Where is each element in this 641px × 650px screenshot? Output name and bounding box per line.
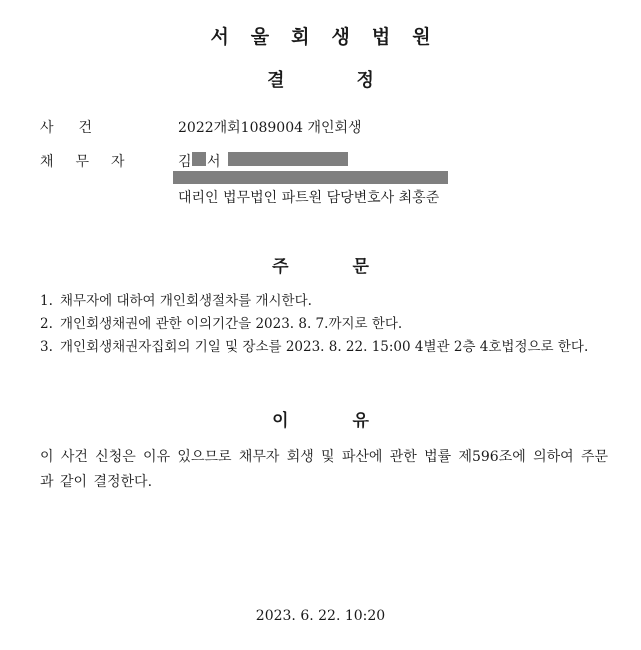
redaction-box: [192, 152, 206, 166]
reason-title: 이유: [272, 411, 433, 431]
case-label: 사건: [40, 120, 118, 136]
order-item-number: 3.: [40, 339, 53, 355]
decision-date: 2023. 6. 22. 10:20: [255, 608, 386, 624]
order-item-number: 2.: [40, 316, 53, 332]
order-item: [40, 336, 612, 359]
reason-text: 이 사건 신청은 이유 있으므로 채무자 회생 및 파산에 관한 법률 제596조에 의하여 주문과 같이 결정한다.: [40, 449, 608, 490]
court-name: 서울회생법원: [210, 26, 453, 48]
order-item-text: 채무자에 대하여 개인회생절차를 개시한다.: [60, 293, 312, 309]
redaction-box: [228, 152, 348, 166]
redaction-box: [173, 171, 448, 184]
document-type: 결정: [267, 70, 446, 91]
debtor-name-first: 김: [178, 154, 192, 170]
order-item: [40, 290, 612, 313]
order-item-text: 개인회생채권에 관한 이의기간을 2023. 8. 7.까지로 한다.: [60, 316, 403, 332]
case-number: 2022개회1089004 개인회생: [178, 120, 362, 136]
debtor-label: 채무자: [40, 154, 147, 170]
debtor-name-last: 서: [207, 154, 221, 170]
order-item: [40, 313, 612, 336]
order-item-number: 1.: [40, 293, 53, 309]
order-title: 주문: [272, 257, 433, 277]
order-item-text: 개인회생채권자집회의 기일 및 장소를 2023. 8. 22. 15:00 4별관 2층 4호법정으로 한다.: [60, 339, 589, 355]
debtor-agent: 대리인 법무법인 파트원 담당변호사 최홍준: [178, 190, 440, 206]
